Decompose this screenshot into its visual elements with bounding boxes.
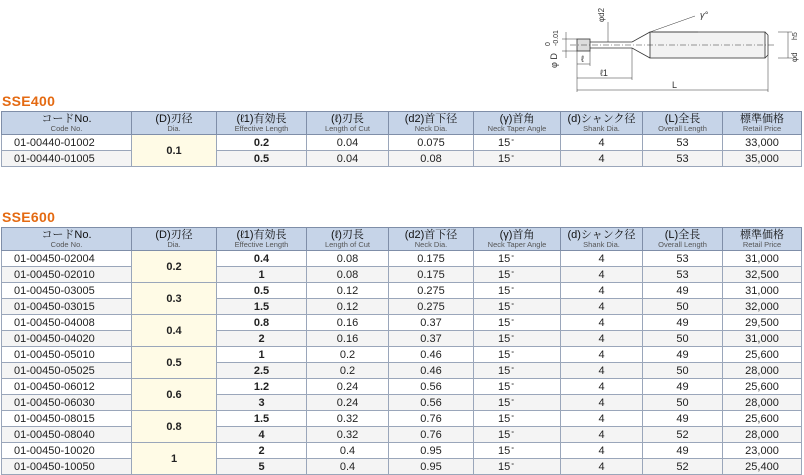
taper-value: 15	[498, 136, 511, 149]
code-no-cell: 01-00450-03005	[2, 283, 132, 299]
length-of-cut-cell: 0.04	[307, 135, 389, 151]
column-header-en: Overall Length	[658, 240, 707, 250]
header-row	[2, 112, 802, 135]
effective-length-cell: 1.5	[217, 299, 307, 315]
effective-length-cell: 0.5	[217, 151, 307, 167]
D-tolerance-lower: -0.01	[553, 30, 560, 46]
length-of-cut-cell: 0.2	[307, 347, 389, 363]
degree-mark: °	[511, 446, 515, 454]
taper-value: 15	[498, 348, 511, 361]
effective-length-label: ℓ1	[600, 68, 608, 78]
taper-value: 15	[498, 396, 511, 409]
degree-mark: °	[511, 414, 515, 422]
neck-dia-cell: 0.275	[389, 283, 474, 299]
neck-dia-cell: 0.56	[389, 395, 474, 411]
column-header	[643, 112, 723, 135]
degree-mark: °	[511, 286, 515, 294]
D-tolerance-upper: 0	[545, 42, 552, 46]
header-row	[2, 228, 802, 251]
column-header	[561, 228, 643, 251]
shank-dia-cell: 4	[561, 443, 643, 459]
overall-length-cell: 49	[643, 411, 723, 427]
overall-length-cell: 53	[643, 251, 723, 267]
spec-table-sse600	[1, 227, 802, 475]
code-no-cell: 01-00440-01002	[2, 135, 132, 151]
overall-length-cell: 53	[643, 135, 723, 151]
neck-taper-cell	[474, 151, 561, 167]
neck-taper-cell	[474, 347, 561, 363]
column-header-en: Dia.	[167, 124, 181, 134]
taper-value: 15	[498, 268, 511, 281]
retail-price-cell: 33,000	[723, 135, 802, 151]
column-header	[723, 228, 802, 251]
column-header	[2, 228, 132, 251]
shank-dia-cell: 4	[561, 411, 643, 427]
column-header	[217, 228, 307, 251]
shank-dia-cell: 4	[561, 283, 643, 299]
column-header	[132, 112, 217, 135]
overall-length-cell: 49	[643, 315, 723, 331]
column-header-jp: コードNo.	[41, 113, 92, 125]
retail-price-cell: 31,000	[723, 283, 802, 299]
effective-length-cell: 2	[217, 443, 307, 459]
retail-price-cell: 32,000	[723, 299, 802, 315]
code-no-cell: 01-00450-04008	[2, 315, 132, 331]
effective-length-cell: 0.5	[217, 283, 307, 299]
retail-price-cell: 28,000	[723, 395, 802, 411]
taper-value: 15	[498, 412, 511, 425]
length-of-cut-cell: 0.12	[307, 283, 389, 299]
effective-length-cell: 1	[217, 347, 307, 363]
taper-value: 15	[498, 284, 511, 297]
code-no-cell: 01-00450-08040	[2, 427, 132, 443]
degree-mark: °	[511, 138, 515, 146]
neck-taper-cell	[474, 135, 561, 151]
taper-value: 15	[498, 300, 511, 313]
spec-table-sse400	[1, 111, 802, 167]
shank-dia-cell: 4	[561, 151, 643, 167]
column-header	[389, 228, 474, 251]
retail-price-cell: 35,000	[723, 151, 802, 167]
retail-price-cell: 31,000	[723, 251, 802, 267]
table-row	[2, 299, 802, 315]
neck-taper-cell	[474, 315, 561, 331]
code-no-cell: 01-00450-10050	[2, 459, 132, 475]
column-header	[132, 228, 217, 251]
column-header-en: Dia.	[167, 240, 181, 250]
overall-length-cell: 52	[643, 427, 723, 443]
column-header-en: Neck Dia.	[414, 124, 448, 134]
effective-length-cell: 4	[217, 427, 307, 443]
shank-dia-cell: 4	[561, 299, 643, 315]
table-row	[2, 427, 802, 443]
column-header-en: Neck Taper Angle	[487, 240, 547, 250]
dia-cell: 0.1	[132, 135, 217, 167]
table-row	[2, 443, 802, 459]
retail-price-cell: 31,000	[723, 331, 802, 347]
tool-dimension-diagram	[500, 2, 800, 92]
code-no-cell: 01-00450-03015	[2, 299, 132, 315]
column-header-en: Code No.	[50, 240, 83, 250]
table-row	[2, 411, 802, 427]
length-of-cut-cell: 0.12	[307, 299, 389, 315]
column-header-jp: (d2)首下径	[404, 113, 458, 125]
neck-dia-cell: 0.37	[389, 331, 474, 347]
column-header-en: Neck Taper Angle	[487, 124, 547, 134]
column-header-jp: (ℓ)刃長	[331, 229, 364, 241]
neck-dia-cell: 0.56	[389, 379, 474, 395]
overall-length-cell: 52	[643, 459, 723, 475]
length-of-cut-cell: 0.16	[307, 331, 389, 347]
degree-mark: °	[511, 334, 515, 342]
shank-dia-cell: 4	[561, 135, 643, 151]
effective-length-cell: 0.4	[217, 251, 307, 267]
column-header-jp: (d2)首下径	[404, 229, 458, 241]
code-no-cell: 01-00440-01005	[2, 151, 132, 167]
column-header	[307, 228, 389, 251]
column-header-en: Retail Price	[742, 124, 782, 134]
effective-length-cell: 2	[217, 331, 307, 347]
overall-length-cell: 50	[643, 331, 723, 347]
taper-value: 15	[498, 428, 511, 441]
length-of-cut-cell: 0.04	[307, 151, 389, 167]
column-header-jp: (γ)首角	[499, 113, 535, 125]
code-no-cell: 01-00450-02004	[2, 251, 132, 267]
overall-length-cell: 49	[643, 379, 723, 395]
table-row	[2, 151, 802, 167]
table-row	[2, 315, 802, 331]
table-row	[2, 251, 802, 267]
dia-cell: 0.5	[132, 347, 217, 379]
column-header-en: Overall Length	[658, 124, 707, 134]
column-header-jp: (ℓ1)有効長	[236, 229, 287, 241]
length-of-cut-cell: 0.4	[307, 443, 389, 459]
column-header-jp: (L)全長	[664, 229, 701, 241]
retail-price-cell: 29,500	[723, 315, 802, 331]
column-header-jp: (d)シャンク径	[567, 113, 636, 125]
shank-dia-cell: 4	[561, 315, 643, 331]
shank-tolerance-label: h5	[792, 32, 799, 40]
overall-length-cell: 53	[643, 151, 723, 167]
code-no-cell: 01-00450-06012	[2, 379, 132, 395]
code-no-cell: 01-00450-05010	[2, 347, 132, 363]
effective-length-cell: 5	[217, 459, 307, 475]
effective-length-cell: 0.8	[217, 315, 307, 331]
column-header	[217, 112, 307, 135]
overall-length-cell: 49	[643, 443, 723, 459]
retail-price-cell: 25,600	[723, 347, 802, 363]
gamma-label: γ°	[700, 10, 709, 20]
overall-length-cell: 49	[643, 283, 723, 299]
column-header	[561, 112, 643, 135]
effective-length-cell: 0.2	[217, 135, 307, 151]
column-header	[723, 112, 802, 135]
code-no-cell: 01-00450-02010	[2, 267, 132, 283]
shank-dia-cell: 4	[561, 379, 643, 395]
neck-taper-cell	[474, 363, 561, 379]
neck-taper-cell	[474, 251, 561, 267]
code-no-cell: 01-00450-08015	[2, 411, 132, 427]
length-of-cut-cell: 0.08	[307, 251, 389, 267]
column-header-en: Length of Cut	[324, 240, 371, 250]
code-no-cell: 01-00450-10020	[2, 443, 132, 459]
degree-mark: °	[511, 462, 515, 470]
shank-dia-cell: 4	[561, 427, 643, 443]
code-no-cell: 01-00450-05025	[2, 363, 132, 379]
neck-dia-cell: 0.95	[389, 443, 474, 459]
overall-length-cell: 53	[643, 267, 723, 283]
table-row	[2, 135, 802, 151]
shank-dia-cell: 4	[561, 395, 643, 411]
table-row	[2, 283, 802, 299]
length-of-cut-cell: 0.08	[307, 267, 389, 283]
neck-dia-cell: 0.275	[389, 299, 474, 315]
length-of-cut-cell: 0.4	[307, 459, 389, 475]
degree-mark: °	[511, 254, 515, 262]
dia-cell: 0.2	[132, 251, 217, 283]
column-header-en: Effective Length	[234, 124, 289, 134]
neck-taper-cell	[474, 331, 561, 347]
column-header-jp: (D)刃径	[155, 229, 193, 241]
series-title-sse400: SSE400	[2, 93, 56, 109]
overall-length-cell: 49	[643, 347, 723, 363]
dia-cell: 0.4	[132, 315, 217, 347]
neck-dia-cell: 0.95	[389, 459, 474, 475]
neck-taper-cell	[474, 267, 561, 283]
length-of-cut-cell: 0.32	[307, 411, 389, 427]
column-header-jp: (D)刃径	[155, 113, 193, 125]
taper-value: 15	[498, 252, 511, 265]
effective-length-cell: 1.2	[217, 379, 307, 395]
neck-dia-cell: 0.075	[389, 135, 474, 151]
table-row	[2, 395, 802, 411]
shank-dia-cell: 4	[561, 347, 643, 363]
length-of-cut-cell: 0.32	[307, 427, 389, 443]
length-of-cut-cell: 0.24	[307, 379, 389, 395]
overall-length-cell: 50	[643, 363, 723, 379]
column-header	[307, 112, 389, 135]
neck-dia-cell: 0.76	[389, 411, 474, 427]
retail-price-cell: 23,000	[723, 443, 802, 459]
code-no-cell: 01-00450-04020	[2, 331, 132, 347]
column-header	[474, 112, 561, 135]
neck-taper-cell	[474, 395, 561, 411]
degree-mark: °	[511, 382, 515, 390]
degree-mark: °	[511, 302, 515, 310]
degree-mark: °	[511, 350, 515, 358]
column-header-jp: (d)シャンク径	[567, 229, 636, 241]
degree-mark: °	[511, 366, 515, 374]
taper-value: 15	[498, 380, 511, 393]
retail-price-cell: 25,400	[723, 459, 802, 475]
degree-mark: °	[511, 154, 515, 162]
column-header-jp: 標準価格	[740, 113, 784, 125]
neck-taper-cell	[474, 299, 561, 315]
column-header-jp: (L)全長	[664, 113, 701, 125]
column-header	[2, 112, 132, 135]
column-header-jp: (γ)首角	[499, 229, 535, 241]
degree-mark: °	[511, 430, 515, 438]
degree-mark: °	[511, 398, 515, 406]
degree-mark: °	[511, 270, 515, 278]
shank-dia-cell: 4	[561, 267, 643, 283]
retail-price-cell: 32,500	[723, 267, 802, 283]
shank-dia-label: φd	[790, 52, 799, 62]
code-no-cell: 01-00450-06030	[2, 395, 132, 411]
column-header-en: Neck Dia.	[414, 240, 448, 250]
shank-dia-cell: 4	[561, 459, 643, 475]
column-header-en: Length of Cut	[324, 124, 371, 134]
length-of-cut-cell: 0.16	[307, 315, 389, 331]
effective-length-cell: 1.5	[217, 411, 307, 427]
taper-value: 15	[498, 332, 511, 345]
dia-cell: 0.6	[132, 379, 217, 411]
column-header-en: Effective Length	[234, 240, 289, 250]
column-header	[643, 228, 723, 251]
neck-taper-cell	[474, 379, 561, 395]
neck-dia-cell: 0.37	[389, 315, 474, 331]
neck-taper-cell	[474, 459, 561, 475]
effective-length-cell: 2.5	[217, 363, 307, 379]
table-row	[2, 459, 802, 475]
overall-length-label: L	[672, 80, 678, 90]
neck-taper-cell	[474, 427, 561, 443]
neck-dia-cell: 0.175	[389, 267, 474, 283]
taper-value: 15	[498, 316, 511, 329]
neck-dia-cell: 0.46	[389, 363, 474, 379]
column-header-en: Shank Dia.	[583, 124, 620, 134]
retail-price-cell: 28,000	[723, 427, 802, 443]
neck-dia-cell: 0.08	[389, 151, 474, 167]
dia-cell: 1	[132, 443, 217, 475]
neck-dia-cell: 0.46	[389, 347, 474, 363]
neck-taper-cell	[474, 411, 561, 427]
length-of-cut-cell: 0.24	[307, 395, 389, 411]
table-row	[2, 331, 802, 347]
column-header-jp: (ℓ1)有効長	[236, 113, 287, 125]
table-row	[2, 363, 802, 379]
overall-length-cell: 50	[643, 299, 723, 315]
column-header-jp: コードNo.	[41, 229, 92, 241]
column-header-en: Retail Price	[742, 240, 782, 250]
length-of-cut-label: ℓ	[581, 54, 584, 64]
table-row	[2, 267, 802, 283]
column-header-jp: (ℓ)刃長	[331, 113, 364, 125]
column-header	[474, 228, 561, 251]
neck-taper-cell	[474, 443, 561, 459]
taper-value: 15	[498, 152, 511, 165]
table-row	[2, 379, 802, 395]
taper-value: 15	[498, 444, 511, 457]
d2-label: φd2	[597, 7, 606, 22]
taper-value: 15	[498, 364, 511, 377]
dia-cell: 0.8	[132, 411, 217, 443]
overall-length-cell: 50	[643, 395, 723, 411]
column-header-en: Shank Dia.	[583, 240, 620, 250]
neck-taper-cell	[474, 283, 561, 299]
retail-price-cell: 25,600	[723, 379, 802, 395]
column-header-jp: 標準価格	[740, 229, 784, 241]
D-label: φ D	[549, 53, 559, 68]
dia-cell: 0.3	[132, 283, 217, 315]
shank-dia-cell: 4	[561, 363, 643, 379]
shank-dia-cell: 4	[561, 251, 643, 267]
shank-dia-cell: 4	[561, 331, 643, 347]
effective-length-cell: 1	[217, 267, 307, 283]
series-title-sse600: SSE600	[2, 209, 56, 225]
neck-dia-cell: 0.76	[389, 427, 474, 443]
retail-price-cell: 25,600	[723, 411, 802, 427]
column-header	[389, 112, 474, 135]
length-of-cut-cell: 0.2	[307, 363, 389, 379]
retail-price-cell: 28,000	[723, 363, 802, 379]
degree-mark: °	[511, 318, 515, 326]
effective-length-cell: 3	[217, 395, 307, 411]
neck-dia-cell: 0.175	[389, 251, 474, 267]
taper-value: 15	[498, 460, 511, 473]
column-header-en: Code No.	[50, 124, 83, 134]
table-row	[2, 347, 802, 363]
